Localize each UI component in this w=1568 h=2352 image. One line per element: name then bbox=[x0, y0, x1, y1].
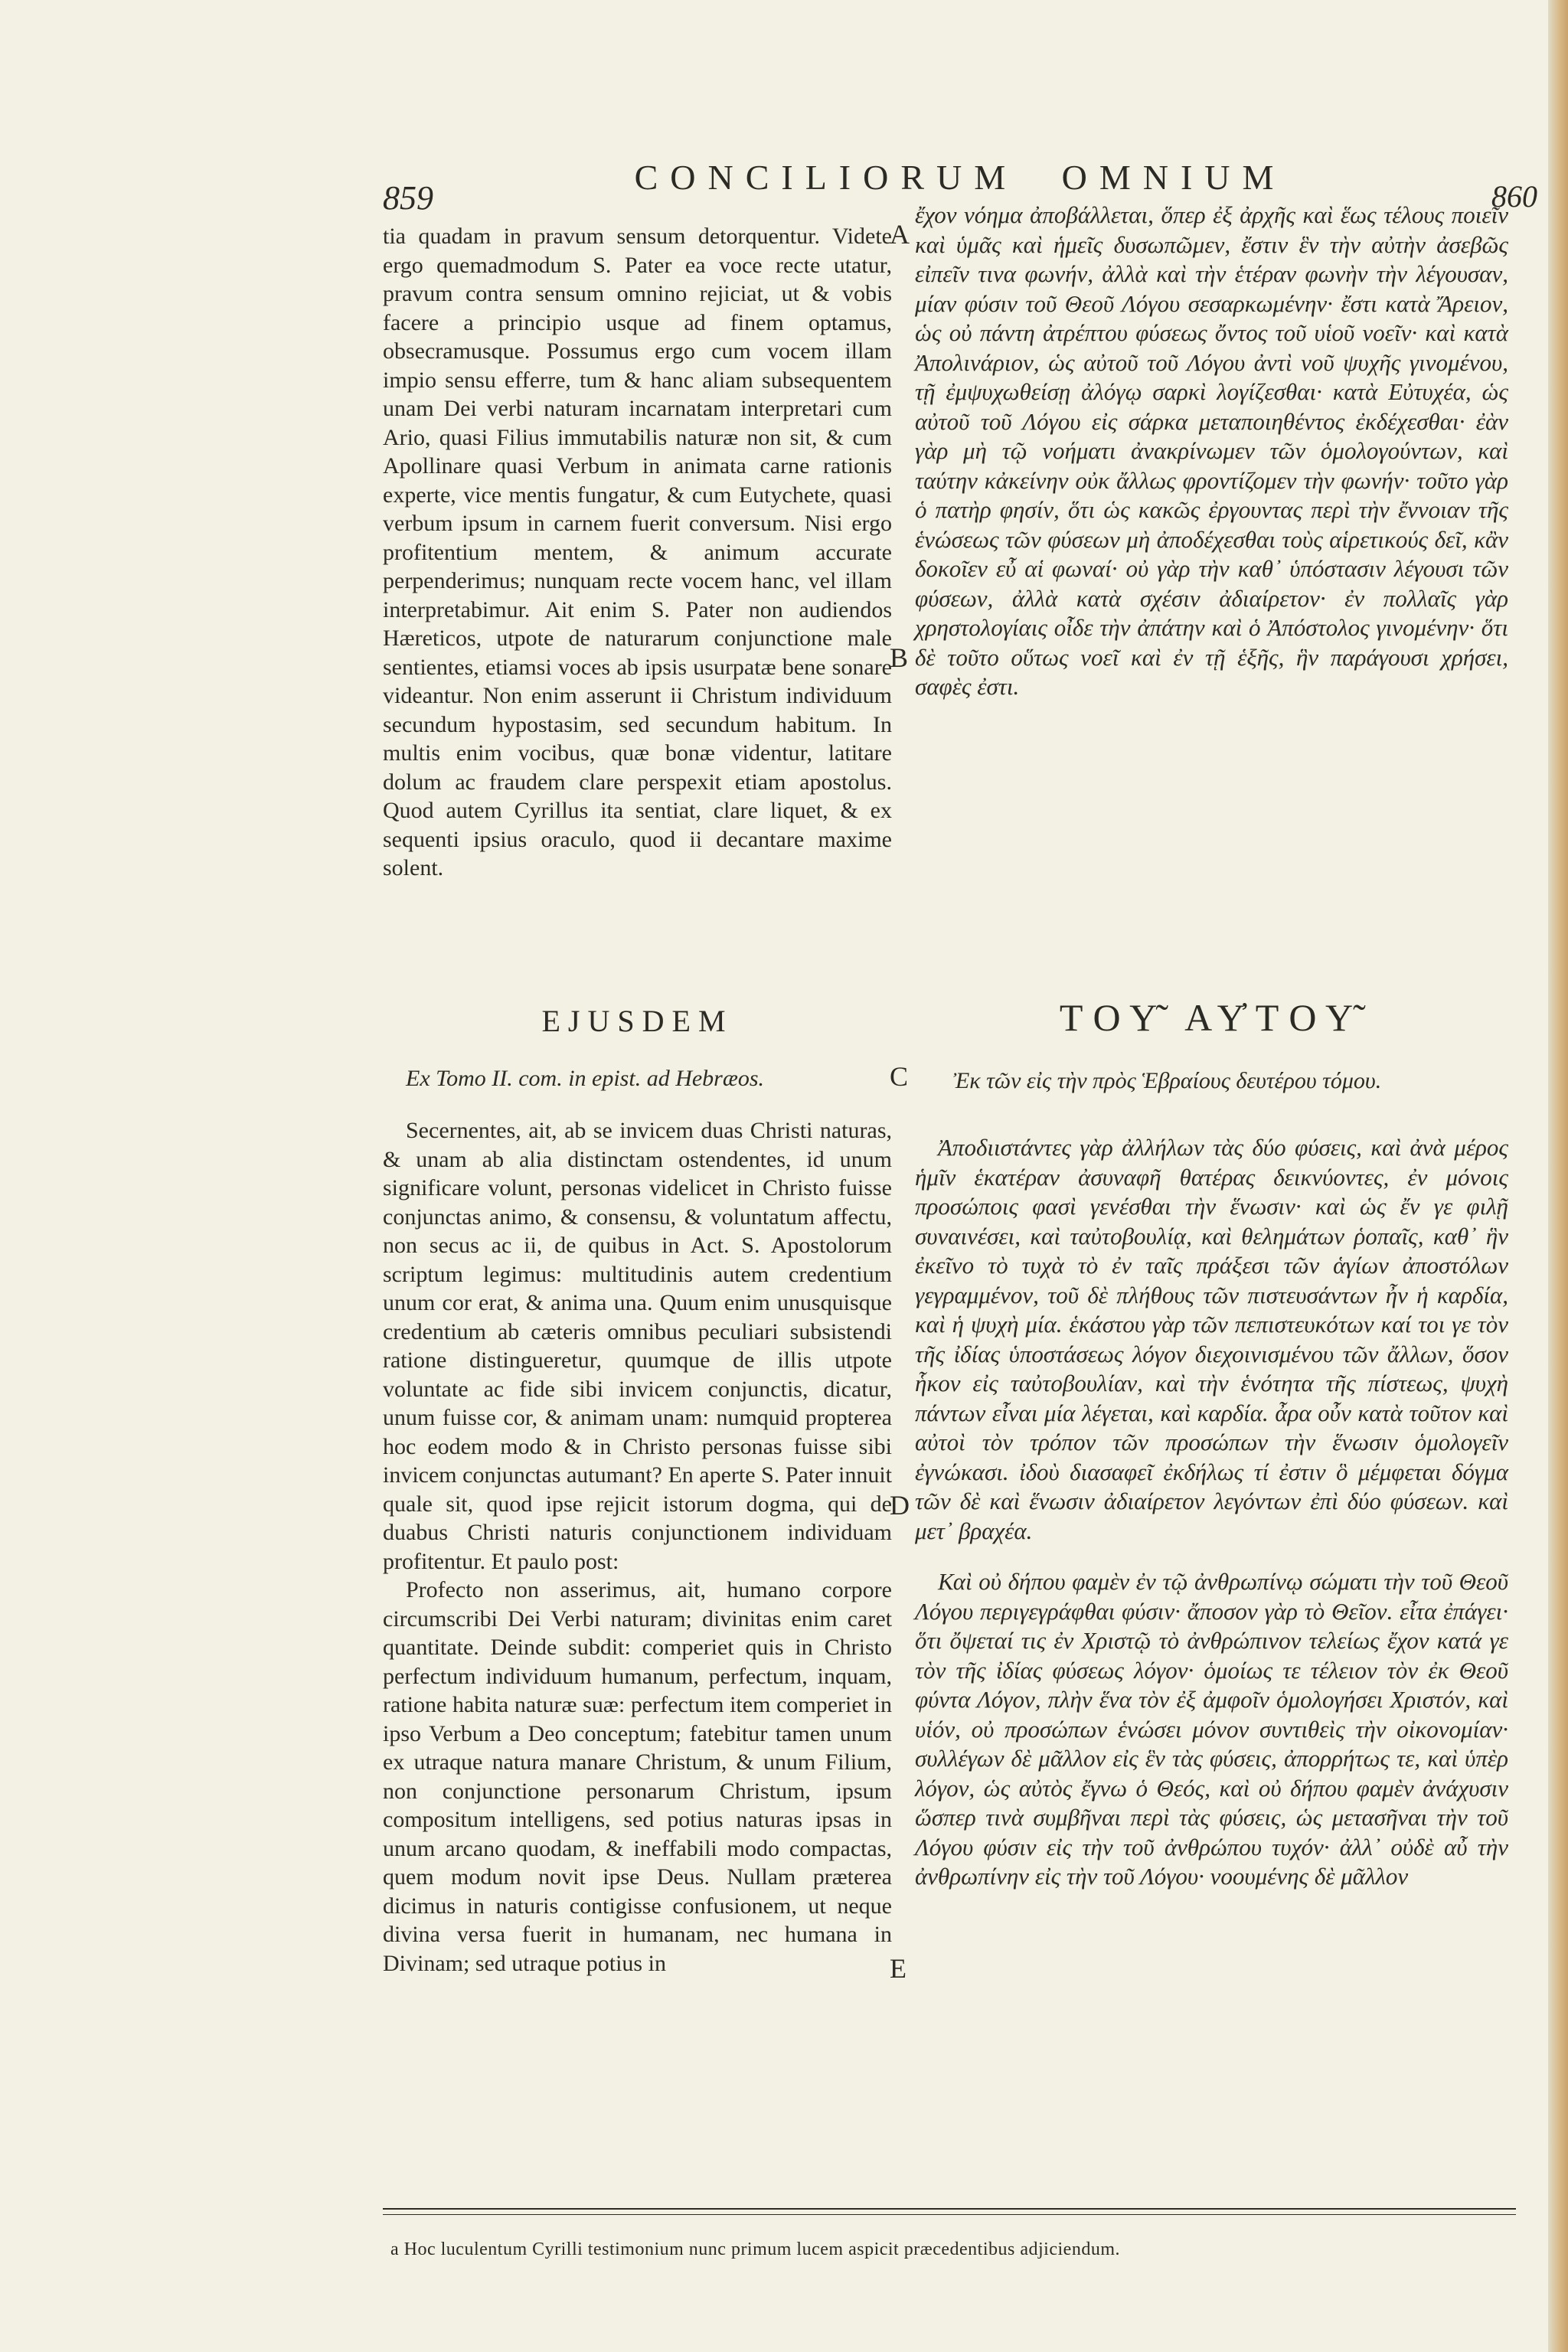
margin-marker-e: E bbox=[890, 1953, 906, 1984]
running-title: CONCILIORUM OMNIUM bbox=[634, 158, 1286, 197]
margin-marker-d: D bbox=[890, 1490, 910, 1521]
subheading-latin: Ex Tomo II. com. in epist. ad Hebræos. bbox=[406, 1066, 765, 1091]
page-number-left: 859 bbox=[383, 179, 433, 217]
section-heading-latin: EJUSDEM bbox=[541, 1004, 733, 1038]
section-heading-greek: ΤΟΥ̃ ΑΥ̓ΤΟΥ̃ bbox=[1059, 996, 1364, 1039]
page-edge bbox=[1548, 0, 1568, 2352]
greek-paragraph: Ἀποδιιστάντες γὰρ ἀλλήλων τὰς δύο φύσεις, καὶ ἀνὰ μέρος ἡμῖν ἑκατέραν ἀσυναφῆ θατέρας δεικνύοντες, ἐν μόνοις προσώποις φασὶ γενέσθαι τὴν ἕνωσιν· καὶ ὡς ἔν γε φιλῇ συναινέσει, καὶ ταὐτοβουλίᾳ, καὶ θελημάτων ῥοπαῖς, καθ᾽ ἣν ἐκεῖνο τὸ τυχὰ τὸ ἐν ταῖς πράξεσι τῶν ἁγίων ἀποστόλων γεγραμμένον, τοῦ δὲ πλήθους τῶν πιστευσάντων ἦν ἡ καρδία, καὶ ἡ ψυχὴ μία. ἑκάστου γὰρ τῶν πεπιστευκότων καί τοι γε τὸν τῆς ἰδίας ὑποστάσεως λόγον διεχοινισμένου τῶν ἄλλων, ὅσον ἧκον εἰς ταὐτοβουλίαν, καὶ τὴν ἑνότητα τῆς πίστεως, ψυχὴ πάντων εἶναι μία λέγεται, καὶ καρδία. ἆρα οὖν κατὰ τοῦτον καὶ αὐτοὶ τὸν τρόπον τῶν προσώπων τὴν ἕνωσιν ὁμολογεῖν ἐγνώκασι. ἰδοὺ διασαφεῖ ἐκδήλως τί ἐστιν ὃ μέμφεται δόγμα τῶν δὲ καὶ ἕνωσιν ἀδιαίρετον λεγόντων ἐπὶ δύο φύσεων. καὶ μετ᾽ βραχέα. bbox=[915, 1134, 1508, 1544]
latin-paragraph: tia quadam in pravum sensum detorquentur. Videte ergo quemadmodum S. Pater ea voce recte utatur, pravum contra sensum omnino rejiciat, ut & vobis facere a principio usque ad finem optamus, obsecramusque. Possumus ergo cum vocem illam impio sensu efferre, tum & hanc aliam subsequentem unam Dei verbi naturam incarnatam interpretari cum Ario, quasi Filius immutabilis naturæ non sit, & cum Apollinare quasi Verbum in animata carne rationis experte, vice mentis fungatur, & cum Eutychete, quasi verbum ipsum in carnem fuerit conversum. Nisi ergo profitentium mentem, & animum accurate perpenderimus; nunquam recte vocem hanc, vel illam interpretabimur. Ait enim S. Pater non audiendos Hæreticos, utpote de naturarum conjunctione male sentientes, etiamsi voces ab ipsis usurpatæ bene sonare videantur. Non enim asserunt ii Christum individuum secundum hypostasim, sed secundum habitum. In multis enim vocibus, quæ bonæ videntur, latitare dolum ac fraudem clare perspexit etiam apostolus. Quod autem Cyrillus ita sentiat, clare liquet, & ex sequenti ipsius oraculo, quod ii decantare maxime solent. bbox=[383, 224, 892, 880]
subheading-greek: Ἐκ τῶν εἰς τὴν πρὸς Ἑβραίους δευτέρου τόμου. bbox=[953, 1068, 1382, 1093]
latin-paragraph: Secernentes, ait, ab se invicem duas Christi naturas, & unam ab alia distinctam ostendentes, id unum significare volunt, personas videlicet in Christo fuisse conjunctas animo, & consensu, & voluntatum affectu, non secus ac ii, de quibus in Act. S. Apostolorum scriptum legimus: multitudinis autem credentium unum cor erat, & anima una. Quum enim unusquisque credentium ab cæteris omnibus peculiari subsistendi ratione distingueretur, quumque de illis utpote voluntate ac fide sibi invicem conjunctis, dicatur, unum fuisse cor, & animam unam: numquid propterea hoc eodem modo & in Christo personas fuisse sibi invicem conjunctas autumant? En aperte S. Pater innuit quale sit, quod ipse rejicit istorum dogma, qui de duabus Christi naturis conjunctionem individuam profitentur. Et paulo post: bbox=[383, 1118, 892, 1574]
greek-paragraph: ἔχον νόημα ἀποβάλλεται, ὅπερ ἐξ ἀρχῆς καὶ ἕως τέλους ποιεῖν καὶ ὑμᾶς καὶ ἡμεῖς δυσωπῶμεν, ἔστιν ἓν τὴν αὐτὴν ἀσεβῶς εἰπεῖν τινα φωνήν, ἀλλὰ καὶ τὴν ἑτέραν φωνὴν τὴν λέγουσαν, μίαν φύσιν τοῦ Θεοῦ Λόγου σεσαρκωμένην· ἔστι κατὰ Ἄρειον, ὡς οὐ πάντη ἀτρέπτου φύσεως ὄντος τοῦ υἱοῦ νοεῖν· καὶ κατὰ Ἀπολινάριον, ὡς αὐτοῦ τοῦ Λόγου ἀντὶ νοῦ ψυχῆς γινομένου, τῇ ἐμψυχωθείσῃ ἀλόγῳ σαρκὶ λογίζεσθαι· κατὰ Εὐτυχέα, ὡς αὐτοῦ τοῦ Λόγου εἰς σάρκα μεταποιηθέντος ἐκδέχεσθαι· ἐὰν γὰρ μὴ τῷ νοήματι ἀνακρίνωμεν τῶν ὁμολογούντων, καὶ ταύτην κἀκείνην οὐκ ἄλλως φροντίζομεν τὴν φωνήν· τοῦτο γὰρ ὁ πατὴρ φησίν, ὅτι ὡς κακῶς ἐργουντας περὶ τὴν ἔννοιαν τῆς ἑνώσεως τῶν φύσεων μὴ ἀποδέχεσθαι τοὺς αἱρετικούς δεῖ, κἂν δοκοῖεν εὖ αἱ φωναί· οὐ γὰρ τὴν καθ᾽ ὑπόστασιν λέγουσι τῶν φύσεων, ἀλλὰ κατὰ σχέσιν ἀδιαίρετον· ἐν πολλαῖς γὰρ χρηστολογίαις οἶδε τὴν ἀπάτην καὶ ὁ Ἀπόστολος γινομένην· ὅτι δὲ τοῦτο οὕτως νοεῖ καὶ ἐν τῇ ἑξῆς, ἣν παράγουσι χρήσει, σαφὲς ἐστι. bbox=[915, 201, 1508, 700]
footnote-rule-thin bbox=[383, 2214, 1516, 2215]
greek-paragraph: Καὶ οὐ δήπου φαμὲν ἐν τῷ ἀνθρωπίνῳ σώματι τὴν τοῦ Θεοῦ Λόγου περιγεγράφθαι φύσιν· ἄποσον γὰρ τὸ Θεῖον. εἶτα ἐπάγει· ὅτι ὄψεταί τις ἐν Χριστῷ τὸ ἀνθρώπινον τελείως ἔχον κατά γε τὸν τῆς ἰδίας φύσεως λόγον· ὁμοίως τε τέλειον τὸν ἐκ Θεοῦ φύντα Λόγον, πλὴν ἕνα τὸν ἐξ ἀμφοῖν ὁμολογήσει Χριστόν, καὶ υἱόν, οὐ προσώπων ἑνώσει μόνον συντιθεὶς τὴν οἰκονομίαν· συλλέγων δὲ μᾶλλον εἰς ἓν τὰς φύσεις, ἀπορρήτως τε, καὶ ὑπὲρ λόγον, ὡς αὐτὸς ἔγνω ὁ Θεός, καὶ οὐ δήπου φαμὲν ἀνάχυσιν ὥσπερ τινὰ συμβῆναι περὶ τὰς φύσεις, ὡς μετασῆναι τὴν τοῦ Λόγου φύσιν εἰς τὴν τοῦ ἀνθρώπου τυχόν· ἀλλ᾽ οὐδὲ αὖ τὴν ἀνθρωπίνην εἰς τὴν τοῦ Λόγου· νοουμένης δὲ μᾶλλον bbox=[915, 1568, 1508, 1890]
page-number-right: 860 bbox=[1491, 179, 1537, 214]
latin-column-section2 bbox=[383, 1116, 892, 1978]
greek-column-section1 bbox=[915, 201, 1508, 702]
latin-paragraph: Profecto non asserimus, ait, humano corpore circumscribi Dei Verbi naturam; divinitas enim caret quantitate. Deinde subdit: comperiet quis in Christo perfectum individuum humanum, perfectum, inquam, ratione habita naturæ suæ: perfectum item comperiet in ipso Verbum a Deo conceptum; fatebitur tamen unum ex utraque natura manare Christum, & unum Filium, non conjunctione personarum Christum, ipsum compositum intelligens, sed potius naturas ipsas in unum arcano quodam, & ineffabili modo compactas, quem modum novit ipse Deus. Nullam præterea dicimus in naturis contigisse confusionem, ut neque divina versa fuerit in humanam, nec humana in Divinam; sed utraque potius in bbox=[383, 1577, 892, 1976]
margin-marker-b: B bbox=[890, 642, 909, 673]
latin-column-section1 bbox=[383, 222, 892, 883]
footnote-rule bbox=[383, 2208, 1516, 2210]
greek-column-section2 bbox=[915, 1133, 1508, 1892]
margin-marker-a: A bbox=[890, 219, 910, 250]
footnote: a Hoc luculentum Cyrilli testimonium nunc primum lucem aspicit præcedentibus adjiciendum. bbox=[390, 2239, 1120, 2259]
margin-marker-c: C bbox=[890, 1061, 909, 1092]
